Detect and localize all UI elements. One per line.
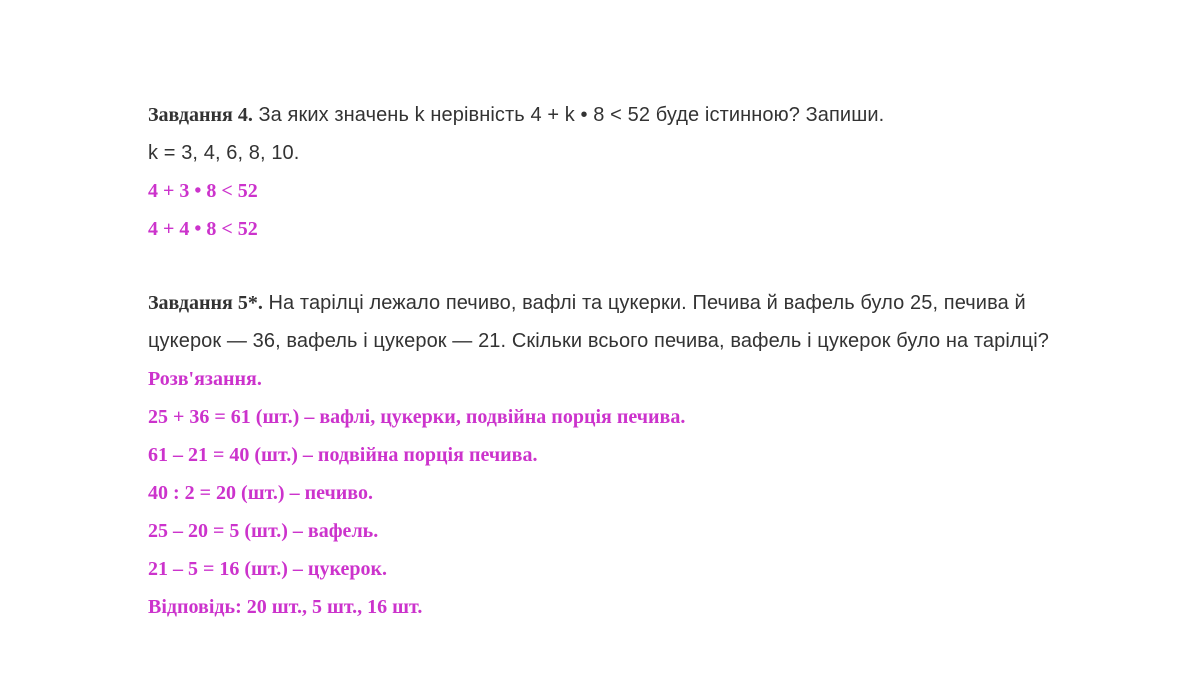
task5-step-1: 25 + 36 = 61 (шт.) – вафлі, цукерки, подвійна порція печива.	[148, 406, 686, 428]
task5-step-3: 40 : 2 = 20 (шт.) – печиво.	[148, 482, 373, 504]
task5-step-4: 25 – 20 = 5 (шт.) – вафель.	[148, 520, 379, 542]
task5-question-line-1	[148, 284, 1158, 322]
task5-label: Завдання 5*.	[148, 292, 263, 314]
task4-label: Завдання 4.	[148, 104, 253, 126]
task4-answer-1: 4 + 3 • 8 < 52	[148, 180, 258, 202]
task5-question-part-1: На тарілці лежало печиво, вафлі та цукерки. Печива й вафель було 25, печива й	[262, 292, 1026, 314]
task4-answer-2: 4 + 4 • 8 < 52	[148, 218, 258, 240]
task4-given-values: k = 3, 4, 6, 8, 10.	[148, 142, 300, 164]
task5-solution-heading: Розв'язання.	[148, 368, 262, 390]
task5-step-5: 21 – 5 = 16 (шт.) – цукерок.	[148, 558, 387, 580]
task5-answer: Відповідь: 20 шт., 5 шт., 16 шт.	[148, 596, 423, 618]
task4-question-line	[148, 96, 1158, 134]
task4-question: За яких значень k нерівність 4 + k • 8 < 52 буде істинною? Запиши.	[252, 104, 885, 126]
slide-content	[148, 96, 1158, 626]
task5-question-line-2: цукерок — 36, вафель і цукерок — 21. Скільки всього печива, вафель і цукерок було на тарілці?	[148, 330, 1050, 352]
task5-step-2: 61 – 21 = 40 (шт.) – подвійна порція печива.	[148, 444, 538, 466]
